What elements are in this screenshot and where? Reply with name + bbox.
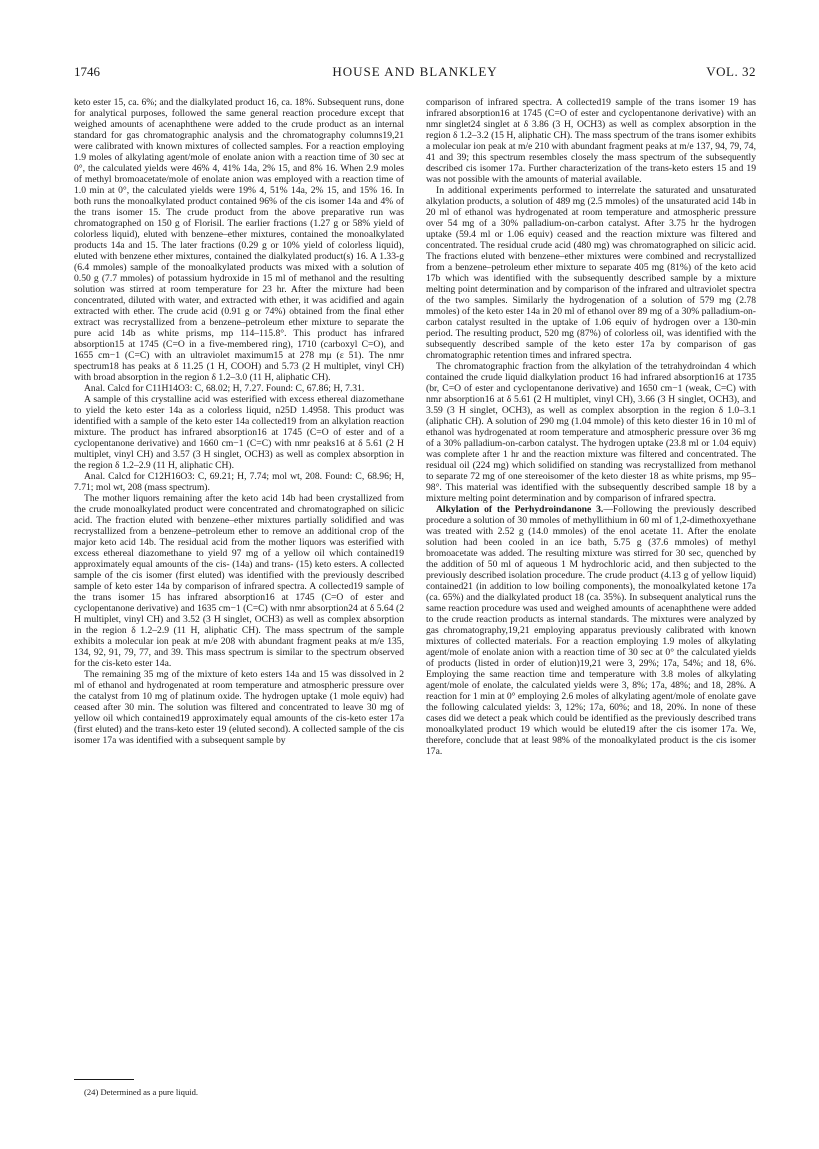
article-body [74,97,756,1097]
paragraph: The chromatographic fraction from the alkylation of the tetrahydroindan 4 which contained the crude liquid dialkylation product 16 had infrared absorption16 at 1735 (br, C=O of ester and cyclopentanone derivative) and 1650 cm−1 (weak, C=C) with nmr absorption16 at δ 5.61 (2 H multiplet, vinyl CH), 3.66 (3 H singlet, OCH3), and 3.59 (3 H singlet, OCH3), as well as complex absorption in the region δ 1.0–3.1 (aliphatic CH). A solution of 290 mg (1.04 mmole) of this keto diester 16 in 10 ml of ethanol was hydrogenated at room temperature and atmospheric pressure over 36 mg of a 30% palladium-on-carbon catalyst. The hydrogen uptake (23.8 ml or 1.04 equiv) was complete after 1 hr and the reaction mixture was filtered and concentrated. The residual oil (224 mg) which solidified on standing was recrystallized from methanol to separate 72 mg of one stereoisomer of the keto diester 18 as white prisms, mp 95–98°. This material was identified with the subsequently described sample 18 by a mixture melting point determination and by comparison of infrared spectra. [426,361,756,504]
page-number: 1746 [74,64,100,79]
section-paragraph [426,504,756,757]
running-head-authors: HOUSE AND BLANKLEY [332,64,498,79]
paragraph: keto ester 15, ca. 6%; and the dialkylated product 16, ca. 18%. Subsequent runs, done for analytical purposes, followed the same general reaction procedure except that weighed amounts of acenaphthene were added to the crude product as an internal standard for gas chromatographic analysis and the chromatography columns19,21 were calibrated with known mixtures of collected samples. For a reaction employing 1.9 moles of alkylating agent/mole of enolate anion with a reaction time of 30 sec at 0°, the calculated yields were 46% 4, 41% 14a, 2% 15, and 8% 16. When 2.9 moles of methyl bromoacetate/mole of enolate anion was employed with a reaction time of 1.0 min at 0°, the calculated yields were 19% 4, 51% 14a, 2% 15, and 15% 16. In both runs the monoalkylated product contained 96% of the cis isomer 14a and 4% of the trans isomer 15. The crude product from the above preparative run was chromatographed on 150 g of Florisil. The earlier fractions (1.27 g or 58% yield of colorless liquid), eluted with benzene–ether mixtures, contained the monoalkylated products 14a and 15. The later fractions (0.29 g or 10% yield of colorless liquid), eluted with benzene ether mixtures, contained the dialkylated product(s) 16. A 1.33-g (6.4 mmoles) sample of the monoalkylated products was mixed with a solution of 0.50 g (7.7 mmoles) of potassium hydroxide in 15 ml of methanol and the resulting solution was stirred at room temperature for 23 hr. After the mixture had been concentrated, diluted with water, and extracted with ether, it was acidified and again extracted with ether. The crude acid (0.91 g or 74%) obtained from the final ether extract was recrystallized from a benzene–petroleum ether mixture to separate the pure acid 14b as white prisms, mp 114–115.8°. This product has infrared absorption15 at 1745 (C=O in a five-membered ring), 1710 (carboxyl C=O), and 1655 cm−1 (C=C) with an ultraviolet maximum15 at 278 mμ (ε 51). The nmr spectrum18 has peaks at δ 11.25 (1 H, COOH) and 5.73 (2 H multiplet, vinyl CH) with broad absorption in the region δ 1.2–3.0 (11 H, aliphatic CH). [74,97,404,383]
section-text: —Following the previously described procedure a solution of 30 mmoles of methyllithium in 60 ml of 1,2-dimethoxyethane was treated with 2.52 g (14.0 mmoles) of the enol acetate 11. After the enolate solution had been cooled in an ice bath, 5.75 g (37.6 mmoles) of methyl bromoacetate was added. The resulting mixture was stirred for 30 sec, quenched by the addition of 50 ml of aqueous 1 M hydrochloric acid, and then subjected to the previously described isolation procedure. The crude product (4.13 g of yellow liquid) contained21 (in addition to low boiling components), the monoalkylated ketone 17a (ca. 65%) and the dialkylated product 18 (ca. 35%). In subsequent analytical runs the same reaction procedure was used and weighed amounts of acenaphthene were added to the crude reaction products as internal standards. The mixtures were analyzed by gas chromatography,19,21 employing apparatus previously calibrated with known mixtures of collected materials. For a reaction employing 1.9 moles of alkylating agent/mole of enolate anion with a reaction time of 30 sec at 0° the calculated yields of products (listed in order of elution)19,21 were 3, 29%; 17a, 54%; and 18, 6%. Employing the same reaction time and temperature with 3.8 moles of alkylating agent/mole of enolate, the calculated yields were 3, 8%; 17a, 48%; and 18, 28%. A reaction for 1 min at 0° employing 2.6 moles of alkylating agent/mole of enolate gave the following calculated yields: 3, 12%; 17a, 60%; and 18, 20%. In none of these cases did we detect a peak which could be identified as the previously described trans monoalkylated product 19 which would be eluted19 after the cis isomer 17a. We, therefore, conclude that at least 98% of the monoalkylated product is the cis isomer 17a. [426,504,756,757]
volume-label: VOL. 32 [706,64,756,79]
paragraph: A sample of this crystalline acid was esterified with excess ethereal diazomethane to yield the keto ester 14a as a colorless liquid, n25D 1.4958. This product was identified with a sample of the keto ester 14a collected19 from an alkylation reaction mixture. The product has infrared absorption16 at 1745 (C=O of ester and of a cyclopentanone derivative) and 1660 cm−1 (C=C) with nmr peaks16 at δ 5.61 (2 H multiplet, vinyl CH) and 3.57 (3 H singlet, OCH3) as well as complex absorption in the region δ 1.2–2.9 (11 H, aliphatic CH). [74,394,404,471]
paragraph: The remaining 35 mg of the mixture of keto esters 14a and 15 was dissolved in 2 ml of ethanol and hydrogenated at room temperature and atmospheric pressure over the catalyst from 10 mg of platinum oxide. The hydrogen uptake (1 mole equiv) had ceased after 30 min. The solution was filtered and concentrated to leave 30 mg of yellow oil which contained19 approximately equal amounts of the cis-keto ester 17a (first eluted) and the trans-keto ester 19 (eluted second). A collected sample of the cis isomer 17a was identified with a subsequent sample by [74,669,404,746]
left-column [74,97,404,1097]
paragraph: The mother liquors remaining after the keto acid 14b had been crystallized from the crude monoalkylated product were concentrated and chromatographed on silicic acid. The fraction eluted with benzene–ether mixtures partially solidified and was recrystallized from a benzene–petroleum ether to remove an additional crop of the major keto acid 14b. The residual acid from the mother liquors was esterified with excess ethereal diazomethane to yield 97 mg of a yellow oil which contained19 approximately equal amounts of the cis- (14a) and trans- (15) keto esters. A collected sample of the cis isomer (first eluted) was identified with the previously described sample of keto ester 14a by comparison of infrared spectra. A collected19 sample of the trans isomer 15 has infrared absorption16 at 1745 (C=O of ester and cyclopentanone derivative) and 1635 cm−1 (C=C) with nmr absorption24 at δ 5.64 (2 H multiplet, vinyl CH) and 3.52 (3 H singlet, OCH3) as well as complex absorption in the region δ 1.2–2.9 (11 H, aliphatic CH). The mass spectrum of the sample exhibits a molecular ion peak at m/e 208 with abundant fragment peaks at m/e 135, 134, 92, 91, 79, 77, and 39. This mass spectrum is similar to the spectrum observed for the cis-keto ester 14a. [74,493,404,669]
analysis-line: Anal. Calcd for C11H14O3: C, 68.02; H, 7.27. Found: C, 67.86; H, 7.31. [84,383,365,394]
right-column [426,97,756,1097]
section-title: Alkylation of the Perhydroindanone 3. [436,504,604,515]
footnote-divider [74,1079,134,1080]
paragraph: In additional experiments performed to interrelate the saturated and unsaturated alkylation products, a solution of 489 mg (2.5 mmoles) of the unsaturated acid 14b in 20 ml of ethanol was hydrogenated at room temperature and atmospheric pressure over 54 mg of a 30% palladium-on-carbon catalyst. After 3.75 hr the hydrogen uptake (59.4 ml or 1.06 equiv) ceased and the reaction mixture was filtered and concentrated. The residual crude acid (480 mg) was chromatographed on silicic acid. The fractions eluted with benzene–ether mixtures were combined and recrystallized from a benzene–petroleum ether mixture to separate 405 mg (81%) of the keto acid 17b which was identified with the subsequently described sample by a mixture melting point determination and by comparison of the infrared and ultraviolet spectra of the two samples. Similarly the hydrogenation of a solution of 579 mg (2.78 mmoles) of the keto ester 14a in 20 ml of ethanol over 89 mg of a 30% palladium-on-carbon catalyst resulted in the uptake of 1.06 equiv of hydrogen over a 130-min period. The resulting product, 520 mg (87%) of colorless oil, was identified with the subsequently described sample of the keto ester 17a by comparison of gas chromatographic retention times and infrared spectra. [426,185,756,361]
running-header [74,64,756,84]
analysis-line: Anal. Calcd for C12H16O3: C, 69.21; H, 7.74; mol wt, 208. Found: C, 68.96; H, 7.71; mol wt, 208 (mass spectrum). [74,471,404,493]
paragraph: comparison of infrared spectra. A collected19 sample of the trans isomer 19 has infrared absorption16 at 1745 (C=O of ester and cyclopentanone derivative) with an nmr singlet24 singlet at δ 3.86 (3 H, OCH3) as well as complex absorption in the region δ 1.2–3.2 (15 H, aliphatic CH). The mass spectrum of the trans isomer exhibits a molecular ion peak at m/e 210 with abundant fragment peaks at m/e 137, 94, 79, 74, 41 and 39; this spectrum resembles closely the mass spectrum of the subsequently described cis isomer 17a. Further characterization of the trans-keto esters 15 and 19 was not possible with the amounts of material available. [426,97,756,185]
footnote: (24) Determined as a pure liquid. [84,1087,199,1097]
